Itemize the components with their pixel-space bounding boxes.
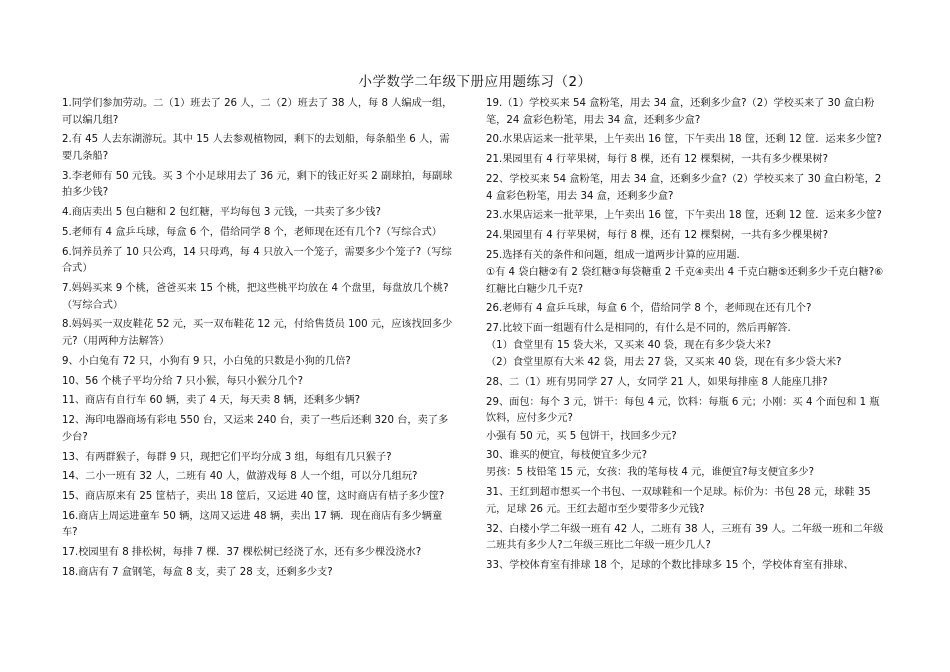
left-question-column (62, 96, 456, 585)
question-item: 3.李老师有 50 元钱。买 3 个小足球用去了 36 元，剩下的钱正好买 2 副球拍，每副球拍多少钱? (62, 170, 453, 199)
question-item: 16.商店上周运进童车 50 辆，这周又运进 48 辆，卖出 17 辆．现在商店有多少辆童车? (62, 510, 443, 539)
question-item: 1.同学们参加劳动。二（1）班去了 26 人，二（2）班去了 38 人，每 8 人编成一组，可以编几组? (62, 98, 453, 126)
question-subitem: 小强有 50 元，买 5 包饼干，找回多少元? (486, 430, 677, 442)
question-item: 33、学校体育室有排球 18 个，足球的个数比排球多 15 个，学校体育室有排球、 (486, 559, 854, 571)
question-item: 15、商店原来有 25 筐桔子，卖出 18 筐后，又运进 40 筐，这时商店有桔子多少筐? (62, 491, 445, 503)
question-item: 32、白楼小学二年级一班有 42 人，二班有 38 人，三班有 39 人。二年级一班和二年级二班共有多少人?二年级三班比二年级一班少几人? (486, 523, 884, 552)
question-subitem: （1）食堂里有 15 袋大米，又买来 40 袋，现在有多少袋大米? (486, 340, 772, 352)
question-item: 18.商店有 7 盒钢笔，每盒 8 支，卖了 28 支，还剩多少支? (62, 567, 333, 579)
question-item: 2.有 45 人去东湖游玩。其中 15 人去参观植物园，剩下的去划船，每条船坐 6 人，需要几条船? (62, 134, 450, 162)
question-item: 10、56 个桃子平均分给 7 只小猴，每只小猴分几个? (62, 375, 304, 387)
question-subitem: 男孩：5 枝铅笔 15 元，女孩：我的笔每枝 4 元，谁便宜?每支便宜多少? (486, 467, 814, 479)
question-conditions: ①有 4 袋白糖②有 2 袋红糖③每袋糖重 2 千克④卖出 4 千克白糖⑤还剩多少千克白糖?⑥红糖比白糖少几千克? (486, 266, 884, 295)
question-item: 27.比较下面一组题有什么是相同的，有什么是不同的，然后再解答. (486, 323, 791, 335)
question-item: 5.老师有 4 盒乒乓球，每盒 6 个，借给同学 8 个，老师现在还有几个?（写综合式） (62, 226, 442, 238)
question-item: 25.选择有关的条件和问题，组成一道两步计算的应用题. (486, 249, 740, 261)
question-item: 28、二（1）班有男同学 27 人，女同学 21 人，如果每排座 8 人能座几排? (486, 377, 828, 389)
question-item: 14、二小一班有 32 人，二班有 40 人，做游戏每 8 人一个组，可以分几组玩? (62, 471, 418, 483)
page-title: 小学数学二年级下册应用题练习（2） (358, 74, 592, 90)
question-item: 23.水果店运来一批苹果，上午卖出 16 筐，下午卖出 18 筐，还剩 12 筐．运来多少筐? (486, 210, 882, 222)
question-item: 4.商店卖出 5 包白糖和 2 包红糖，平均每包 3 元钱，一共卖了多少钱? (62, 207, 381, 219)
question-item: 7.妈妈买来 9 个桃，爸爸买来 15 个桃，把这些桃平均放在 4 个盘里，每盘放几个桃?（写综合式） (62, 283, 449, 311)
question-item: 22、学校买来 54 盒粉笔，用去 34 盒，还剩多少盒?（2）学校买来了 30 盒白粉笔，24 盒彩色粉笔，用去 34 盒，还剩多少盒? (486, 173, 882, 202)
question-item: 6.饲养员养了 10 只公鸡，14 只母鸡，每 4 只放入一个笼子，需要多少个笼子?（写综合式） (62, 246, 452, 275)
question-item: 17.校园里有 8 排松树，每排 7 棵．37 棵松树已经浇了水，还有多少棵没浇水? (62, 547, 422, 559)
question-item: 8.妈妈买一双皮鞋花 52 元，买一双布鞋花 12 元，付给售货员 100 元，应该找回多少元?（用两种方法解答） (62, 319, 453, 348)
question-item: 26.老师有 4 盒乒乓球，每盒 6 个，借给同学 8 个，老师现在还有几个? (486, 303, 812, 315)
question-item: 24.果园里有 4 行苹果树，每行 8 棵，还有 12 棵梨树，一共有多少棵果树? (486, 230, 829, 242)
question-item: 11、商店有自行车 60 辆，卖了 4 天，每天卖 8 辆，还剩多少辆? (62, 395, 361, 407)
question-item: 19.（1）学校买来 54 盒粉笔，用去 34 盒，还剩多少盒?（2）学校买来了 30 盒白粉笔，24 盒彩色粉笔，用去 34 盒，还剩多少盒? (486, 98, 875, 126)
question-item: 21.果园里有 4 行苹果树，每行 8 棵，还有 12 棵梨树，一共有多少棵果树? (486, 154, 829, 166)
question-item: 30、谁买的便宜，每枝便宜多少元? (486, 450, 647, 462)
right-question-column (486, 96, 886, 578)
question-item: 12、海印电器商场有彩电 550 台，又运来 240 台，卖了一些后还剩 320 台，卖了多少台? (62, 415, 449, 443)
question-item: 13、有两群猴子，每群 9 只，现把它们平均分成 3 组，每组有几只猴子? (62, 451, 392, 463)
question-item: 31、王红到超市想买一个书包、一双球鞋和一个足球。标价为：书包 28 元，球鞋 35 元，足球 26 元。王红去超市至少要带多少元钱? (486, 487, 871, 515)
question-item: 29、面包：每个 3 元，饼干：每包 4 元，饮料：每瓶 6 元；小刚：买 4 个面包和 1 瓶饮料，应付多少元? (486, 396, 880, 425)
question-item: 20.水果店运来一批苹果，上午卖出 16 筐，下午卖出 18 筐，还剩 12 筐．运来多少筐? (486, 134, 882, 146)
question-subitem: （2）食堂里原有大米 42 袋，用去 27 袋，又买来 40 袋，现在有多少袋大米? (486, 357, 842, 369)
question-item: 9、小白兔有 72 只，小狗有 9 只，小白兔的只数是小狗的几倍? (62, 355, 351, 367)
